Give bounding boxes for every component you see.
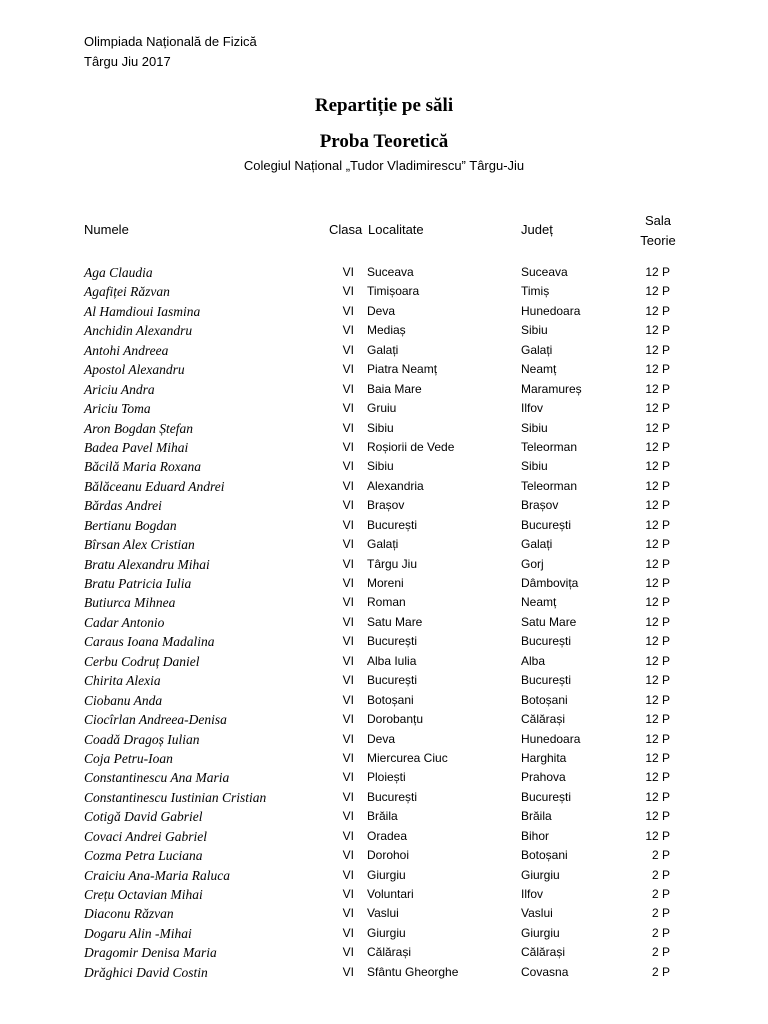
cell-name: Dogaru Alin -Mihai xyxy=(84,925,192,941)
cell-sala: 12 P xyxy=(645,439,670,454)
cell-sala: 12 P xyxy=(645,537,670,552)
cell-clasa: VI xyxy=(342,945,354,960)
table-row xyxy=(0,963,768,982)
cell-sala: 2 P xyxy=(651,848,670,863)
cell-judet: Teleorman xyxy=(521,439,578,454)
table-row xyxy=(0,807,768,826)
column-header-name: Numele xyxy=(84,222,129,237)
cell-sala: 2 P xyxy=(651,867,670,882)
cell-sala: 12 P xyxy=(645,673,670,688)
cell-localitate: Botoșani xyxy=(367,692,414,707)
cell-name: Chirita Alexia xyxy=(84,673,161,689)
cell-judet: Satu Mare xyxy=(521,614,577,629)
cell-judet: Giurgiu xyxy=(521,867,560,882)
column-header-judet: Județ xyxy=(521,222,553,237)
cell-name: Anchidin Alexandru xyxy=(84,323,193,339)
cell-sala: 2 P xyxy=(651,964,670,979)
olympiad-location-year: Târgu Jiu 2017 xyxy=(84,54,171,69)
cell-name: Bertianu Bogdan xyxy=(84,517,177,533)
cell-judet: Timiș xyxy=(521,284,550,299)
cell-name: Constantinescu Iustinian Cristian xyxy=(84,789,267,805)
cell-judet: Bihor xyxy=(521,828,550,843)
cell-name: Covaci Andrei Gabriel xyxy=(84,828,207,844)
table-row xyxy=(0,846,768,865)
cell-name: Cadar Antonio xyxy=(84,614,165,630)
table-row xyxy=(0,866,768,885)
table-row xyxy=(0,827,768,846)
table-row xyxy=(0,438,768,457)
table-row xyxy=(0,477,768,496)
table-row xyxy=(0,496,768,515)
cell-localitate: Sibiu xyxy=(367,459,394,474)
cell-judet: București xyxy=(521,789,572,804)
cell-clasa: VI xyxy=(342,537,354,552)
table-row xyxy=(0,535,768,554)
cell-sala: 12 P xyxy=(645,692,670,707)
cell-localitate: Timișoara xyxy=(367,284,420,299)
cell-name: Antohi Andreea xyxy=(84,342,169,358)
cell-sala: 12 P xyxy=(645,342,670,357)
cell-clasa: VI xyxy=(342,439,354,454)
cell-clasa: VI xyxy=(342,692,354,707)
cell-name: Al Hamdioui Iasmina xyxy=(84,303,201,319)
table-row xyxy=(0,671,768,690)
cell-localitate: Brăila xyxy=(367,809,398,824)
table-row xyxy=(0,613,768,632)
table-row xyxy=(0,399,768,418)
table-row xyxy=(0,691,768,710)
cell-clasa: VI xyxy=(342,964,354,979)
cell-localitate: Miercurea Ciuc xyxy=(367,750,448,765)
cell-localitate: Dorobanțu xyxy=(367,712,424,727)
cell-name: Aga Claudia xyxy=(84,265,153,280)
cell-clasa: VI xyxy=(342,750,354,765)
cell-localitate: Suceava xyxy=(367,265,414,279)
cell-clasa: VI xyxy=(342,770,354,785)
cell-sala: 12 P xyxy=(645,459,670,474)
cell-judet: Brașov xyxy=(521,498,559,513)
cell-localitate: Sibiu xyxy=(367,420,394,435)
cell-judet: Sibiu xyxy=(521,323,548,338)
cell-clasa: VI xyxy=(342,867,354,882)
cell-name: Cerbu Codruț Daniel xyxy=(84,653,200,669)
cell-judet: Botoșani xyxy=(521,848,568,863)
cell-localitate: Giurgiu xyxy=(367,925,406,940)
cell-localitate: Mediaș xyxy=(367,323,406,338)
table-row xyxy=(0,749,768,768)
cell-judet: Teleorman xyxy=(521,478,578,493)
cell-sala: 2 P xyxy=(651,906,670,921)
cell-judet: București xyxy=(521,517,572,532)
cell-name: Ariciu Andra xyxy=(84,381,155,397)
cell-sala: 12 P xyxy=(645,478,670,493)
cell-sala: 2 P xyxy=(651,925,670,940)
cell-clasa: VI xyxy=(342,401,354,416)
column-header-localitate: Localitate xyxy=(368,222,424,237)
cell-name: Bratu Patricia Iulia xyxy=(84,576,192,591)
cell-judet: Galați xyxy=(521,342,553,357)
cell-name: Ciocîrlan Andreea-Denisa xyxy=(84,712,227,728)
table-row xyxy=(0,360,768,379)
table-row xyxy=(0,943,768,962)
cell-judet: Harghita xyxy=(521,750,567,765)
cell-name: Apostol Alexandru xyxy=(84,362,185,378)
cell-localitate: Alexandria xyxy=(367,478,424,493)
column-header-sala-line2: Teorie xyxy=(640,233,676,248)
cell-localitate: Oradea xyxy=(367,828,408,843)
table-row xyxy=(0,419,768,438)
cell-judet: Galați xyxy=(521,537,553,552)
table-row xyxy=(0,652,768,671)
cell-localitate: Piatra Neamț xyxy=(367,362,438,377)
cell-localitate: Sfântu Gheorghe xyxy=(367,964,459,979)
table-row xyxy=(0,321,768,340)
column-header-sala xyxy=(628,211,688,251)
table-row xyxy=(0,341,768,360)
table-row xyxy=(0,924,768,943)
cell-localitate: Satu Mare xyxy=(367,614,423,629)
table-row xyxy=(0,516,768,535)
cell-clasa: VI xyxy=(342,614,354,629)
cell-localitate: Voluntari xyxy=(367,887,414,901)
cell-localitate: Baia Mare xyxy=(367,381,422,396)
cell-name: Constantinescu Ana Maria xyxy=(84,770,230,786)
cell-localitate: Moreni xyxy=(367,576,404,590)
cell-sala: 12 P xyxy=(645,634,670,649)
table-row xyxy=(0,380,768,399)
cell-clasa: VI xyxy=(342,809,354,824)
cell-sala: 12 P xyxy=(645,789,670,804)
table-row xyxy=(0,593,768,612)
cell-name: Diaconu Răzvan xyxy=(84,906,174,922)
table-row xyxy=(0,457,768,476)
cell-judet: București xyxy=(521,634,572,649)
table-row xyxy=(0,282,768,301)
cell-clasa: VI xyxy=(342,323,354,338)
cell-judet: București xyxy=(521,673,572,688)
cell-clasa: VI xyxy=(342,517,354,532)
cell-name: Agafiței Răzvan xyxy=(84,284,170,300)
cell-name: Bălăceanu Eduard Andrei xyxy=(84,478,225,494)
column-header-clasa: Clasa xyxy=(329,222,363,237)
cell-clasa: VI xyxy=(342,634,354,649)
cell-judet: Ilfov xyxy=(521,887,544,901)
cell-name: Drăghici David Costin xyxy=(84,964,208,980)
cell-localitate: Deva xyxy=(367,303,396,318)
cell-localitate: București xyxy=(367,517,418,532)
cell-judet: Vaslui xyxy=(521,906,553,921)
venue-name: Colegiul Național „Tudor Vladimirescu” Târgu-Jiu xyxy=(243,158,525,173)
cell-localitate: Vaslui xyxy=(367,906,399,921)
cell-clasa: VI xyxy=(342,303,354,318)
cell-judet: Hunedoara xyxy=(521,731,581,746)
cell-name: Cotigă David Gabriel xyxy=(84,809,203,825)
cell-sala: 12 P xyxy=(645,265,670,279)
cell-localitate: Galați xyxy=(367,342,399,357)
cell-clasa: VI xyxy=(342,731,354,746)
cell-name: Crețu Octavian Mihai xyxy=(84,887,203,902)
cell-judet: Sibiu xyxy=(521,459,548,474)
table-row xyxy=(0,632,768,651)
cell-localitate: Brașov xyxy=(367,498,405,513)
cell-clasa: VI xyxy=(342,342,354,357)
olympiad-name: Olimpiada Națională de Fizică xyxy=(84,34,257,49)
table-row xyxy=(0,263,768,282)
cell-clasa: VI xyxy=(342,478,354,493)
cell-clasa: VI xyxy=(342,848,354,863)
cell-localitate: Târgu Jiu xyxy=(367,556,418,571)
cell-sala: 12 P xyxy=(645,420,670,435)
cell-sala: 12 P xyxy=(645,712,670,727)
cell-name: Caraus Ioana Madalina xyxy=(84,634,215,650)
cell-judet: Ilfov xyxy=(521,401,544,416)
cell-localitate: Galați xyxy=(367,537,399,552)
cell-clasa: VI xyxy=(342,556,354,571)
cell-judet: Hunedoara xyxy=(521,303,581,318)
cell-sala: 12 P xyxy=(645,595,670,610)
table-row xyxy=(0,710,768,729)
table-row xyxy=(0,730,768,749)
cell-clasa: VI xyxy=(342,576,354,590)
cell-sala: 12 P xyxy=(645,809,670,824)
cell-name: Butiurca Mihnea xyxy=(84,595,176,611)
cell-clasa: VI xyxy=(342,595,354,610)
cell-localitate: Roman xyxy=(367,595,406,610)
cell-localitate: Deva xyxy=(367,731,396,746)
table-row xyxy=(0,302,768,321)
cell-clasa: VI xyxy=(342,420,354,435)
cell-judet: Brăila xyxy=(521,809,552,824)
cell-judet: Neamț xyxy=(521,595,557,610)
cell-sala: 12 P xyxy=(645,750,670,765)
cell-name: Craiciu Ana-Maria Raluca xyxy=(84,867,230,883)
cell-sala: 12 P xyxy=(645,653,670,668)
cell-name: Cozma Petra Luciana xyxy=(84,848,203,864)
table-row xyxy=(0,788,768,807)
cell-sala: 12 P xyxy=(645,614,670,629)
cell-localitate: Ploiești xyxy=(367,770,406,785)
cell-clasa: VI xyxy=(342,498,354,513)
cell-localitate: Alba Iulia xyxy=(367,653,417,668)
cell-sala: 12 P xyxy=(645,517,670,532)
cell-judet: Prahova xyxy=(521,770,566,785)
cell-sala: 12 P xyxy=(645,731,670,746)
cell-judet: Botoșani xyxy=(521,692,568,707)
cell-judet: Alba xyxy=(521,653,546,668)
cell-clasa: VI xyxy=(342,828,354,843)
cell-sala: 12 P xyxy=(645,362,670,377)
cell-clasa: VI xyxy=(342,925,354,940)
cell-localitate: Dorohoi xyxy=(367,848,410,863)
cell-sala: 2 P xyxy=(651,945,670,960)
document-title: Repartiție pe săli xyxy=(314,95,454,116)
cell-sala: 12 P xyxy=(645,556,670,571)
cell-judet: Covasna xyxy=(521,964,569,979)
table-row xyxy=(0,904,768,923)
cell-name: Bîrsan Alex Cristian xyxy=(84,537,195,553)
table-row xyxy=(0,885,768,904)
cell-clasa: VI xyxy=(342,459,354,474)
cell-localitate: București xyxy=(367,634,418,649)
cell-name: Bratu Alexandru Mihai xyxy=(84,556,210,572)
cell-sala: 12 P xyxy=(645,576,670,590)
cell-judet: Suceava xyxy=(521,265,568,279)
cell-clasa: VI xyxy=(342,362,354,377)
cell-judet: Gorj xyxy=(521,556,544,571)
cell-sala: 12 P xyxy=(645,284,670,299)
cell-judet: Neamț xyxy=(521,362,557,377)
cell-localitate: Giurgiu xyxy=(367,867,406,882)
cell-clasa: VI xyxy=(342,887,354,901)
cell-sala: 12 P xyxy=(645,770,670,785)
cell-judet: Călărași xyxy=(521,945,566,960)
cell-localitate: București xyxy=(367,789,418,804)
cell-judet: Giurgiu xyxy=(521,925,560,940)
cell-clasa: VI xyxy=(342,712,354,727)
cell-judet: Dâmbovița xyxy=(521,576,579,590)
cell-judet: Maramureș xyxy=(521,381,582,396)
cell-clasa: VI xyxy=(342,284,354,299)
cell-name: Dragomir Denisa Maria xyxy=(84,945,217,961)
cell-name: Ariciu Toma xyxy=(84,401,151,417)
participants-table xyxy=(0,263,768,982)
cell-name: Băcilă Maria Roxana xyxy=(84,459,201,475)
cell-localitate: Gruiu xyxy=(367,401,397,416)
cell-name: Aron Bogdan Ștefan xyxy=(84,420,193,436)
table-row xyxy=(0,555,768,574)
column-header-sala-line1: Sala xyxy=(644,213,672,228)
cell-sala: 12 P xyxy=(645,323,670,338)
table-row xyxy=(0,574,768,593)
cell-clasa: VI xyxy=(342,673,354,688)
cell-name: Badea Pavel Mihai xyxy=(84,439,189,455)
cell-sala: 2 P xyxy=(651,887,670,901)
cell-name: Coadă Dragoș Iulian xyxy=(84,731,200,747)
cell-localitate: Călărași xyxy=(367,945,412,960)
cell-clasa: VI xyxy=(342,381,354,396)
cell-localitate: București xyxy=(367,673,418,688)
cell-clasa: VI xyxy=(342,265,354,279)
cell-sala: 12 P xyxy=(645,828,670,843)
cell-name: Coja Petru-Ioan xyxy=(84,750,173,766)
exam-type-title: Proba Teoretică xyxy=(319,131,449,152)
cell-judet: Sibiu xyxy=(521,420,548,435)
cell-localitate: Roșiorii de Vede xyxy=(367,439,455,454)
cell-clasa: VI xyxy=(342,906,354,921)
table-row xyxy=(0,768,768,787)
cell-name: Bărdas Andrei xyxy=(84,498,162,514)
cell-name: Ciobanu Anda xyxy=(84,692,163,708)
cell-clasa: VI xyxy=(342,789,354,804)
cell-sala: 12 P xyxy=(645,381,670,396)
cell-sala: 12 P xyxy=(645,498,670,513)
cell-sala: 12 P xyxy=(645,401,670,416)
cell-judet: Călărași xyxy=(521,712,566,727)
cell-clasa: VI xyxy=(342,653,354,668)
cell-sala: 12 P xyxy=(645,303,670,318)
